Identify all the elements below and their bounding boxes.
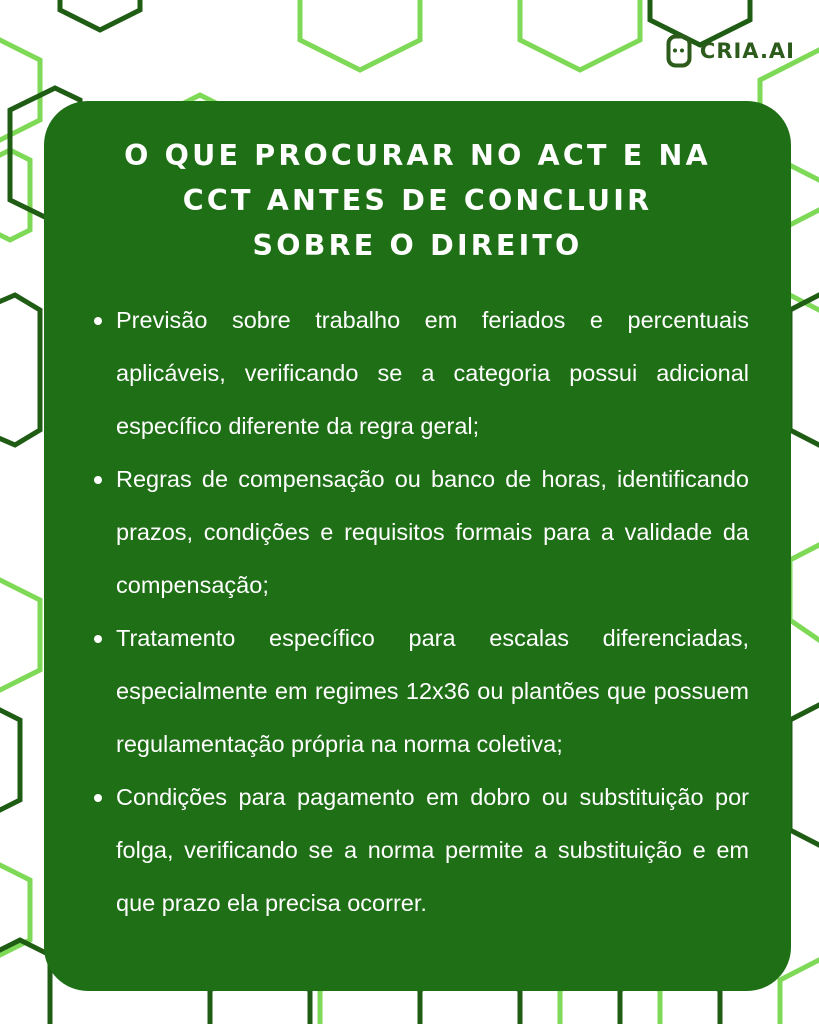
bullet-icon: [94, 317, 102, 325]
brand-logo: [666, 34, 795, 68]
checklist-item: [116, 294, 749, 453]
checklist-item-text: Previsão sobre trabalho em feriados e percentuais aplicáveis, verificando se a categoria possui adicional específico diferente da regra geral;: [116, 307, 749, 439]
card-title-line: SOBRE O DIREITO: [252, 229, 583, 262]
checklist-item: [116, 612, 749, 771]
checklist: [116, 294, 749, 930]
checklist-item-text: Regras de compensação ou banco de horas, identificando prazos, condições e requisitos formais para a validade da compensação;: [116, 466, 749, 598]
bullet-icon: [94, 794, 102, 802]
brand-name: CRIA.AI: [699, 39, 795, 63]
checklist-item-text: Tratamento específico para escalas diferenciadas, especialmente em regimes 12x36 ou plantões que possuem regulamentação própria na norma coletiva;: [116, 625, 749, 757]
cria-logo-icon: [666, 34, 692, 68]
checklist-item: [116, 453, 749, 612]
bullet-icon: [94, 476, 102, 484]
checklist-item: [116, 771, 749, 930]
card-title-line: CCT ANTES DE CONCLUIR: [182, 184, 653, 217]
card-title-line: O QUE PROCURAR NO ACT E NA: [124, 139, 711, 172]
card-title: [86, 133, 749, 268]
bullet-icon: [94, 635, 102, 643]
content-card: [44, 101, 791, 991]
checklist-item-text: Condições para pagamento em dobro ou substituição por folga, verificando se a norma permite a substituição e em que prazo ela precisa ocorrer.: [116, 784, 749, 916]
